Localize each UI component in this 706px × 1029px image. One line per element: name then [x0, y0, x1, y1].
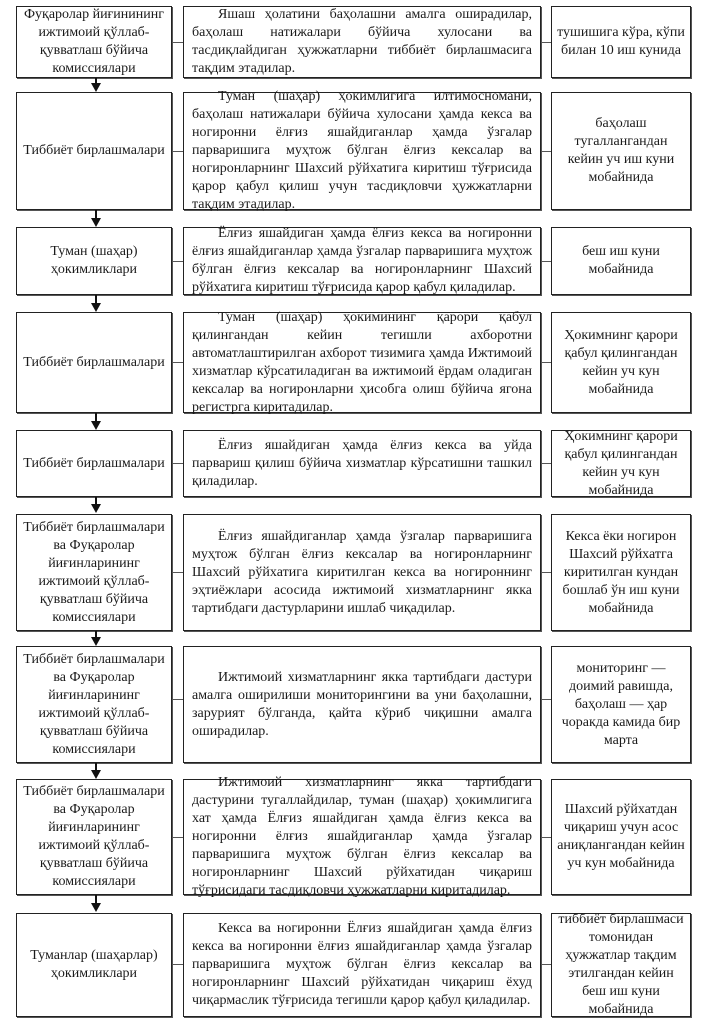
down-arrow-icon — [91, 218, 101, 227]
step-9-action — [183, 913, 541, 1017]
down-arrow-icon — [91, 504, 101, 513]
step-7-responsible — [16, 646, 172, 763]
connector — [172, 699, 183, 700]
down-arrow-icon — [91, 303, 101, 312]
connector — [541, 362, 551, 363]
step-6-responsible — [16, 514, 172, 631]
step-5-responsible-text: Тиббиёт бирлашмалари — [23, 455, 165, 471]
step-2-action — [183, 89, 541, 212]
step-1-deadline-text: тушишига кўра, кўпи билан 10 иш кунида — [557, 25, 685, 58]
connector — [541, 151, 551, 152]
step-8-deadline — [551, 779, 691, 895]
connector — [172, 463, 183, 464]
step-1-responsible-text: Фуқаролар йиғинининг ижтимоий қўллаб-қувватлаш бўйича комиссиялари — [23, 7, 164, 76]
step-3-action-text: Ёлғиз яшайдиган ҳамда ёлғиз кекса ва ногиронни ёлғиз яшайдиганлар ҳамда ўзгалар парваришига муҳтож бўлган ёлғиз кексалар ва ногиронларнинг Шахсий рўйхатига киритиш тўғрисида қарор қабул қиладилар. — [192, 226, 532, 295]
down-arrow-icon — [91, 83, 101, 92]
step-4-deadline-text: Ҳокимнинг қарори қабул қилингандан кейин уч кун мобайнида — [564, 327, 678, 397]
step-5-responsible — [16, 430, 172, 497]
step-7-action-text: Ижтимоий хизматларнинг якка тартибдаги дастури амалга оширилиши мониторингини ва уни баҳолашни, зарурият бўлганда, қайта кўриб чиқишни амалга оширадилар. — [192, 669, 532, 739]
step-6-action-text: Ёлғиз яшайдиганлар ҳамда ўзгалар парваришига муҳтож бўлган ёлғиз кексалар ва ногиронларнинг Шахсий рўйхатига киритилган кекса ва ногироннинг эҳтиёжлари асосида ижтимоий хизматларнинг якка тартибдаги дастурларини ишлаб чиқадилар. — [192, 528, 532, 616]
step-7-deadline-text: мониторинг — доимий равишда, баҳолаш — ҳар чоракда камида бир марта — [561, 660, 681, 748]
step-5-action-text: Ёлғиз яшайдиган ҳамда ёлғиз кекса ва уйда парвариш қилиш бўйича хизматлар кўрсатишни ташкил қиладилар. — [192, 437, 532, 489]
step-8-action-text: Ижтимоий хизматларнинг якка тартибдаги дастурини тугаллайдилар, туман (шаҳар) ҳокимлигига хат ҳамда Ёлғиз яшайдиган ҳамда ёлғиз кекса ва ногиронни ёлғиз яшайдиганлар ҳамда ўзгалар парваришига муҳтож бўлган ёлғиз кексалар ва ногиронларнинг Шахсий рўйхатидан чиқариш тўғрисидаги тасдиқловчи ҳужжатларни киритадилар. — [192, 775, 532, 898]
connector — [172, 837, 183, 838]
step-8-responsible — [16, 779, 172, 895]
step-2-responsible — [16, 92, 172, 210]
connector — [172, 964, 183, 965]
step-1-action-text: Яшаш ҳолатини баҳолашни амалга оширадилар, баҳолаш натижалари бўйича хулосани ва тасдиқлайдиган ҳужжатларни тиббиёт бирлашмасига тақдим этадилар. — [192, 7, 532, 76]
step-4-responsible — [16, 312, 172, 413]
step-5-deadline — [551, 430, 691, 497]
step-3-action — [183, 227, 541, 295]
connector — [172, 261, 183, 262]
connector — [541, 572, 551, 573]
step-5-deadline-text: Ҳокимнинг қарори қабул қилингандан кейин уч кун мобайнида — [564, 428, 678, 498]
step-7-responsible-text: Тиббиёт бирлашмалари ва Фуқаролар йиғинларининг ижтимоий қўллаб-қувватлаш бўйича комиссиялари — [23, 651, 165, 757]
step-1-action — [183, 6, 541, 78]
down-arrow-icon — [91, 903, 101, 912]
step-2-responsible-text: Тиббиёт бирлашмалари — [23, 143, 165, 158]
step-3-deadline-text: беш иш куни мобайнида — [582, 244, 660, 277]
connector — [541, 964, 551, 965]
step-9-deadline-text: тиббиёт бирлашмаси томонидан ҳужжатлар тақдим этилгандан кейин беш иш куни мобайнида — [558, 912, 684, 1017]
step-5-action — [183, 430, 541, 497]
connector — [172, 572, 183, 573]
connector — [541, 699, 551, 700]
step-7-deadline — [551, 646, 691, 763]
connector — [172, 42, 183, 43]
step-6-responsible-text: Тиббиёт бирлашмалари ва Фуқаролар йиғинларининг ижтимоий қўллаб-қувватлаш бўйича комиссиялари — [23, 519, 165, 625]
down-arrow-icon — [91, 770, 101, 779]
step-4-responsible-text: Тиббиёт бирлашмалари — [23, 354, 165, 370]
step-2-deadline — [551, 92, 691, 210]
step-9-action-text: Кекса ва ногиронни Ёлғиз яшайдиган ҳамда ёлғиз кекса ва ногиронни ёлғиз яшайдиганлар ҳамда ўзгалар парваришига муҳтож бўлган ёлғиз кексалар ва ногиронларнинг Шахсий рўйхатидан чиқариш ёхуд чиқармаслик тўғрисида тегишли қарор қабул қиладилар. — [192, 921, 532, 1008]
connector — [172, 151, 183, 152]
step-7-action — [183, 646, 541, 763]
step-4-deadline — [551, 312, 691, 413]
connector — [172, 362, 183, 363]
connector — [541, 463, 551, 464]
step-9-deadline — [551, 913, 691, 1017]
connector — [541, 837, 551, 838]
step-9-responsible-text: Туманлар (шаҳарлар) ҳокимликлари — [30, 948, 158, 981]
step-6-action — [183, 514, 541, 631]
step-1-responsible — [16, 6, 172, 78]
step-8-responsible-text: Тиббиёт бирлашмалари ва Фуқаролар йиғинларининг ижтимоий қўллаб-қувватлаш бўйича комиссиялари — [23, 784, 165, 889]
connector — [541, 261, 551, 262]
step-9-responsible — [16, 913, 172, 1017]
down-arrow-icon — [91, 421, 101, 430]
step-4-action — [183, 309, 541, 415]
step-6-deadline-text: Кекса ёки ногирон Шахсий рўйхатга киритилган кундан бошлаб ўн иш куни мобайнида — [562, 528, 680, 616]
step-3-responsible-text: Туман (шаҳар) ҳокимликлари — [50, 244, 138, 277]
step-3-deadline — [551, 227, 691, 295]
connector — [541, 42, 551, 43]
step-1-deadline — [551, 6, 691, 78]
down-arrow-icon — [91, 637, 101, 646]
step-2-action-text: Туман (шаҳар) ҳокимлигига илтимосномани, баҳолаш натижалари бўйича хулосани ҳамда кекса ва ногиронни ёлғиз яшайдиганлар ҳамда ўзгалар парваришига муҳтож бўлган ёлғиз кексалар ва ногиронларнинг Шахсий рўйхатига киритиш тўғрисида қарор қабул қилиш учун тасдиқловчи ҳужжатларни тақдим этадилар. — [192, 89, 532, 212]
step-6-deadline — [551, 514, 691, 631]
step-8-action — [183, 775, 541, 898]
step-8-deadline-text: Шахсий рўйхатдан чиқариш учун асос аниқлангандан кейин уч кун мобайнида — [557, 802, 685, 871]
step-3-responsible — [16, 227, 172, 295]
step-4-action-text: Туман (шаҳар) ҳокимининг қарори қабул қилингандан кейин тегишли ахборотни автоматлаштирилган ахборот тизимига ҳамда Ижтимоий хизматлар кўрсатиладиган ва ижтимоий ёрдам оладиган кексалар ва ногиронларни ҳисобга олиш бўйича ягона регистрга киритадилар. — [192, 309, 532, 415]
step-2-deadline-text: баҳолаш тугаллангандан кейин уч иш куни мобайнида — [567, 116, 675, 185]
